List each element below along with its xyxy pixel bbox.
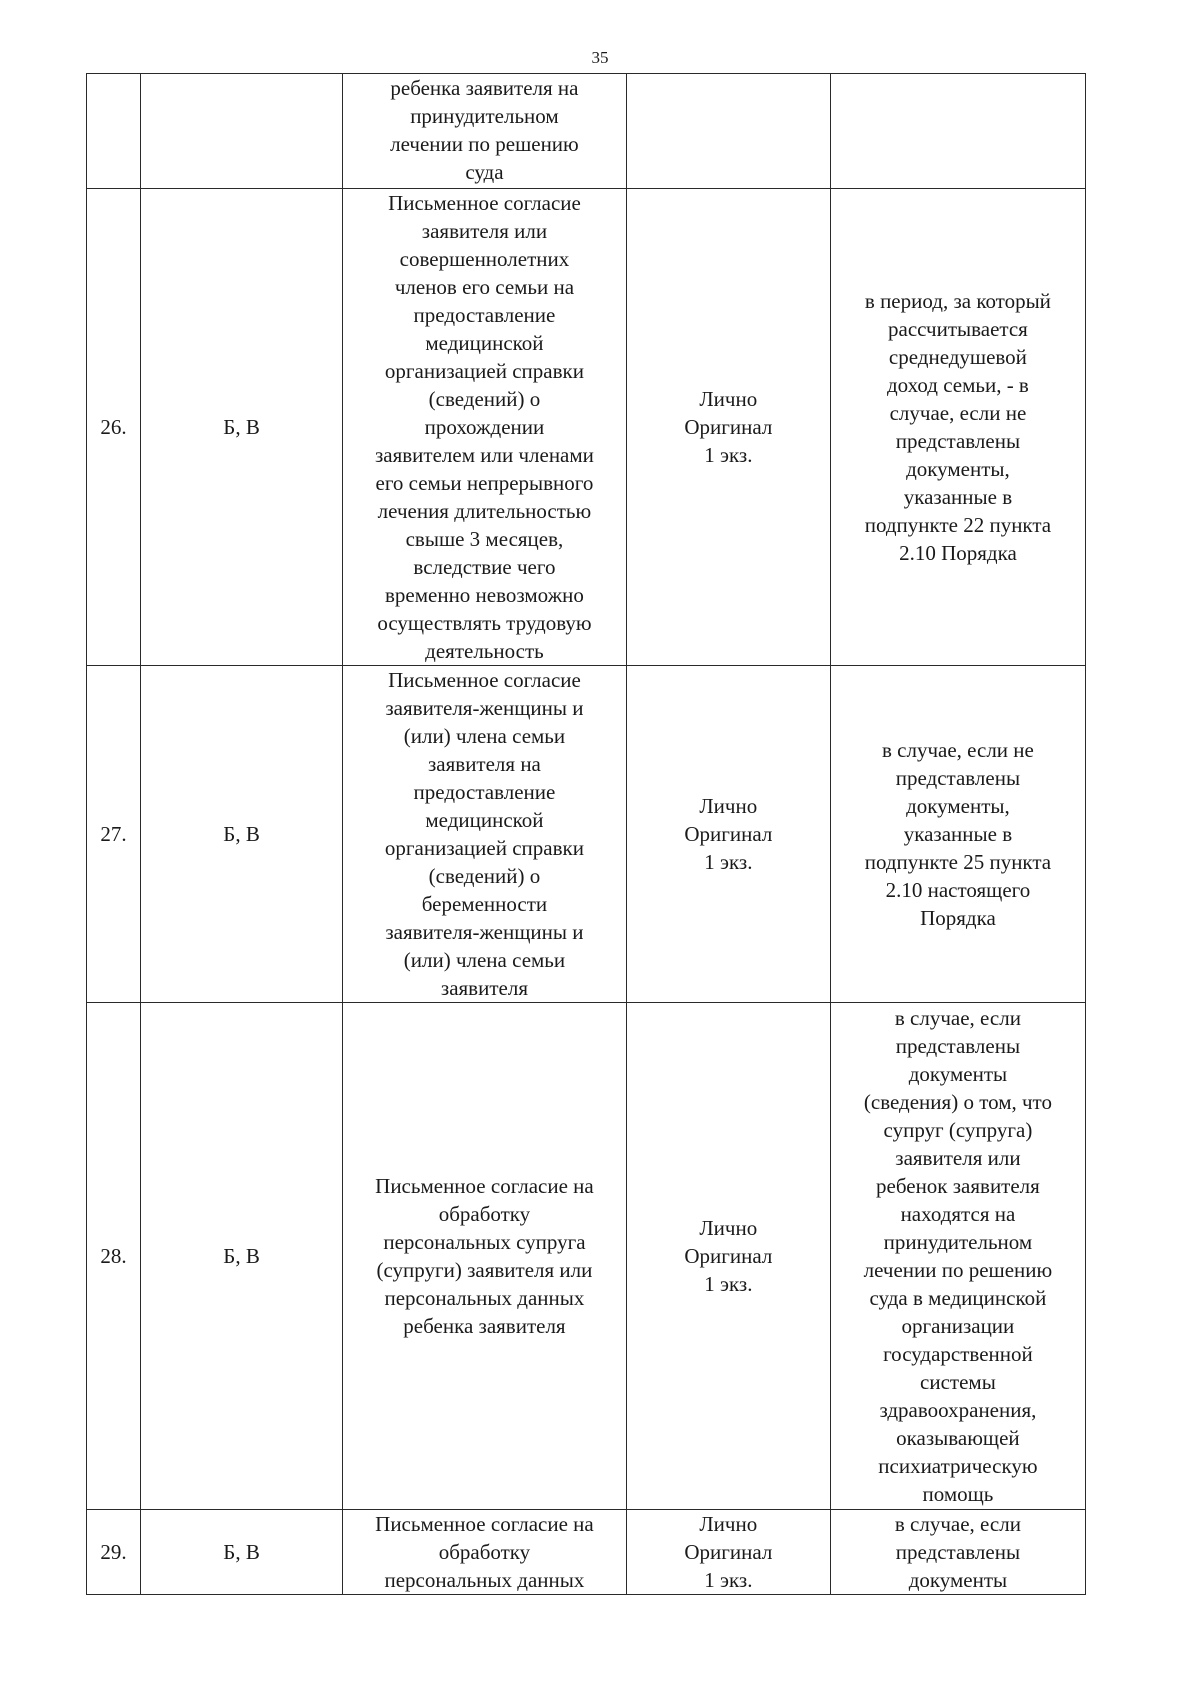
documents-table [86,73,1086,1595]
row-number-cell [87,74,141,189]
document-cell: Письменное согласие заявителя-женщины и (или) члена семьи заявителя на предоставление медицинской организацией справки (сведений) о беременности заявителя-женщины и (или) члена семьи заявителя [343,666,627,1003]
form-cell [626,74,830,189]
row-number-cell: 27. [87,666,141,1003]
condition-cell [830,74,1085,189]
form-cell: Лично Оригинал 1 экз. [626,1003,830,1510]
category-cell: Б, В [141,666,343,1003]
document-cell: ребенка заявителя на принудительном лечении по решению суда [343,74,627,189]
category-cell: Б, В [141,1003,343,1510]
form-cell: Лично Оригинал 1 экз. [626,189,830,666]
document-cell: Письменное согласие заявителя или совершеннолетних членов его семьи на предоставление медицинской организацией справки (сведений) о прохождении заявителем или членами его семьи непрерывного лечения длительностью свыше 3 месяцев, вследствие чего временно невозможно осуществлять трудовую деятельность [343,189,627,666]
table-row [87,666,1086,1003]
form-cell: Лично Оригинал 1 экз. [626,1510,830,1595]
row-number-cell: 28. [87,1003,141,1510]
document-cell: Письменное согласие на обработку персональных супруга (супруги) заявителя или персональных данных ребенка заявителя [343,1003,627,1510]
condition-cell: в период, за который рассчитывается среднедушевой доход семьи, - в случае, если не представлены документы, указанные в подпункте 22 пункта 2.10 Порядка [830,189,1085,666]
form-cell: Лично Оригинал 1 экз. [626,666,830,1003]
document-cell: Письменное согласие на обработку персональных данных [343,1510,627,1595]
category-cell: Б, В [141,1510,343,1595]
table-row [87,189,1086,666]
table-row [87,74,1086,189]
row-number-cell: 29. [87,1510,141,1595]
condition-cell: в случае, если представлены документы [830,1510,1085,1595]
page-number: 35 [591,48,609,67]
category-cell [141,74,343,189]
table-row [87,1003,1086,1510]
condition-cell: в случае, если не представлены документы, указанные в подпункте 25 пункта 2.10 настоящего Порядка [830,666,1085,1003]
table-row [87,1510,1086,1595]
category-cell: Б, В [141,189,343,666]
row-number-cell: 26. [87,189,141,666]
condition-cell: в случае, если представлены документы (сведения) о том, что супруг (супруга) заявителя или ребенок заявителя находятся на принудительном лечении по решению суда в медицинской организации государственной системы здравоохранения, оказывающей психиатрическую помощь [830,1003,1085,1510]
